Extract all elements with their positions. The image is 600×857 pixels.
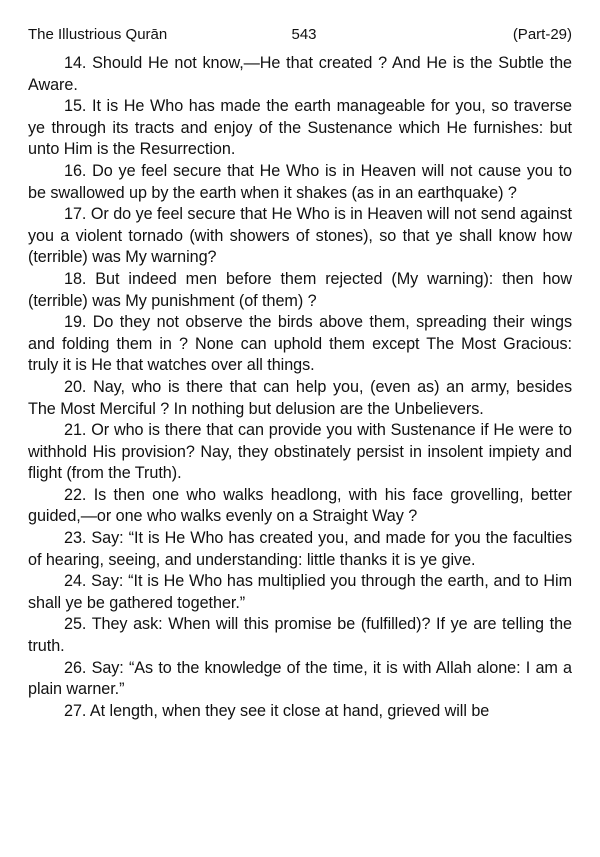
- book-title: The Illustrious Qurān: [28, 26, 168, 43]
- verse-20: 20. Nay, who is there that can help you, (even as) an army, besides The Most Merciful ? In nothing but delusion are the Unbelievers.: [28, 377, 572, 418]
- verse-22: 22. Is then one who walks headlong, with his face grovelling, better guided,—or one who walks evenly on a Straight Way ?: [28, 485, 572, 526]
- verse-23: 23. Say: “It is He Who has created you, and made for you the faculties of hearing, seeing, and understanding: little thanks it is ye give.: [28, 529, 572, 569]
- verse-25: 25. They ask: When will this promise be (fulfilled)? If ye are telling the truth.: [28, 615, 572, 656]
- verse-27: 27. At length, when they see it close at hand, grieved will be: [64, 701, 490, 720]
- verse-21: 21. Or who is there that can provide you with Sustenance if He were to withhold His provision? Nay, they obstinately persist in insolent impiety and flight (from the Truth).: [28, 421, 572, 483]
- verse-16: 16. Do ye feel secure that He Who is in Heaven will not cause you to be swallowed up by the earth when it shakes (as in an earthquake) ?: [28, 161, 572, 202]
- verse-19: 19. Do they not observe the birds above them, spreading their wings and folding them in ? None can uphold them except The Most Gracious: truly it is He that watches over all things.: [28, 313, 572, 375]
- verse-14: 14. Should He not know,—He that created ? And He is the Subtle the Aware.: [28, 54, 572, 94]
- page-header: [28, 24, 572, 46]
- page-body: [28, 53, 572, 722]
- verse-17: 17. Or do ye feel secure that He Who is in Heaven will not send against you a violent tornado (with showers of stones), so that ye shall know how (terrible) was My warning?: [28, 205, 572, 267]
- verse-18: 18. But indeed men before them rejected (My warning): then how (terrible) was My punishment (of them) ?: [28, 269, 572, 310]
- part-label: (Part-29): [512, 26, 572, 43]
- verse-26: 26. Say: “As to the knowledge of the time, it is with Allah alone: I am a plain warner.”: [28, 658, 572, 699]
- verse-24: 24. Say: “It is He Who has multiplied you through the earth, and to Him shall ye be gathered together.”: [28, 572, 572, 612]
- verse-15: 15. It is He Who has made the earth manageable for you, so traverse ye through its tracts and enjoy of the Sustenance which He furnishes: but unto Him is the Resurrection.: [28, 97, 572, 159]
- page-number: 543: [291, 26, 317, 43]
